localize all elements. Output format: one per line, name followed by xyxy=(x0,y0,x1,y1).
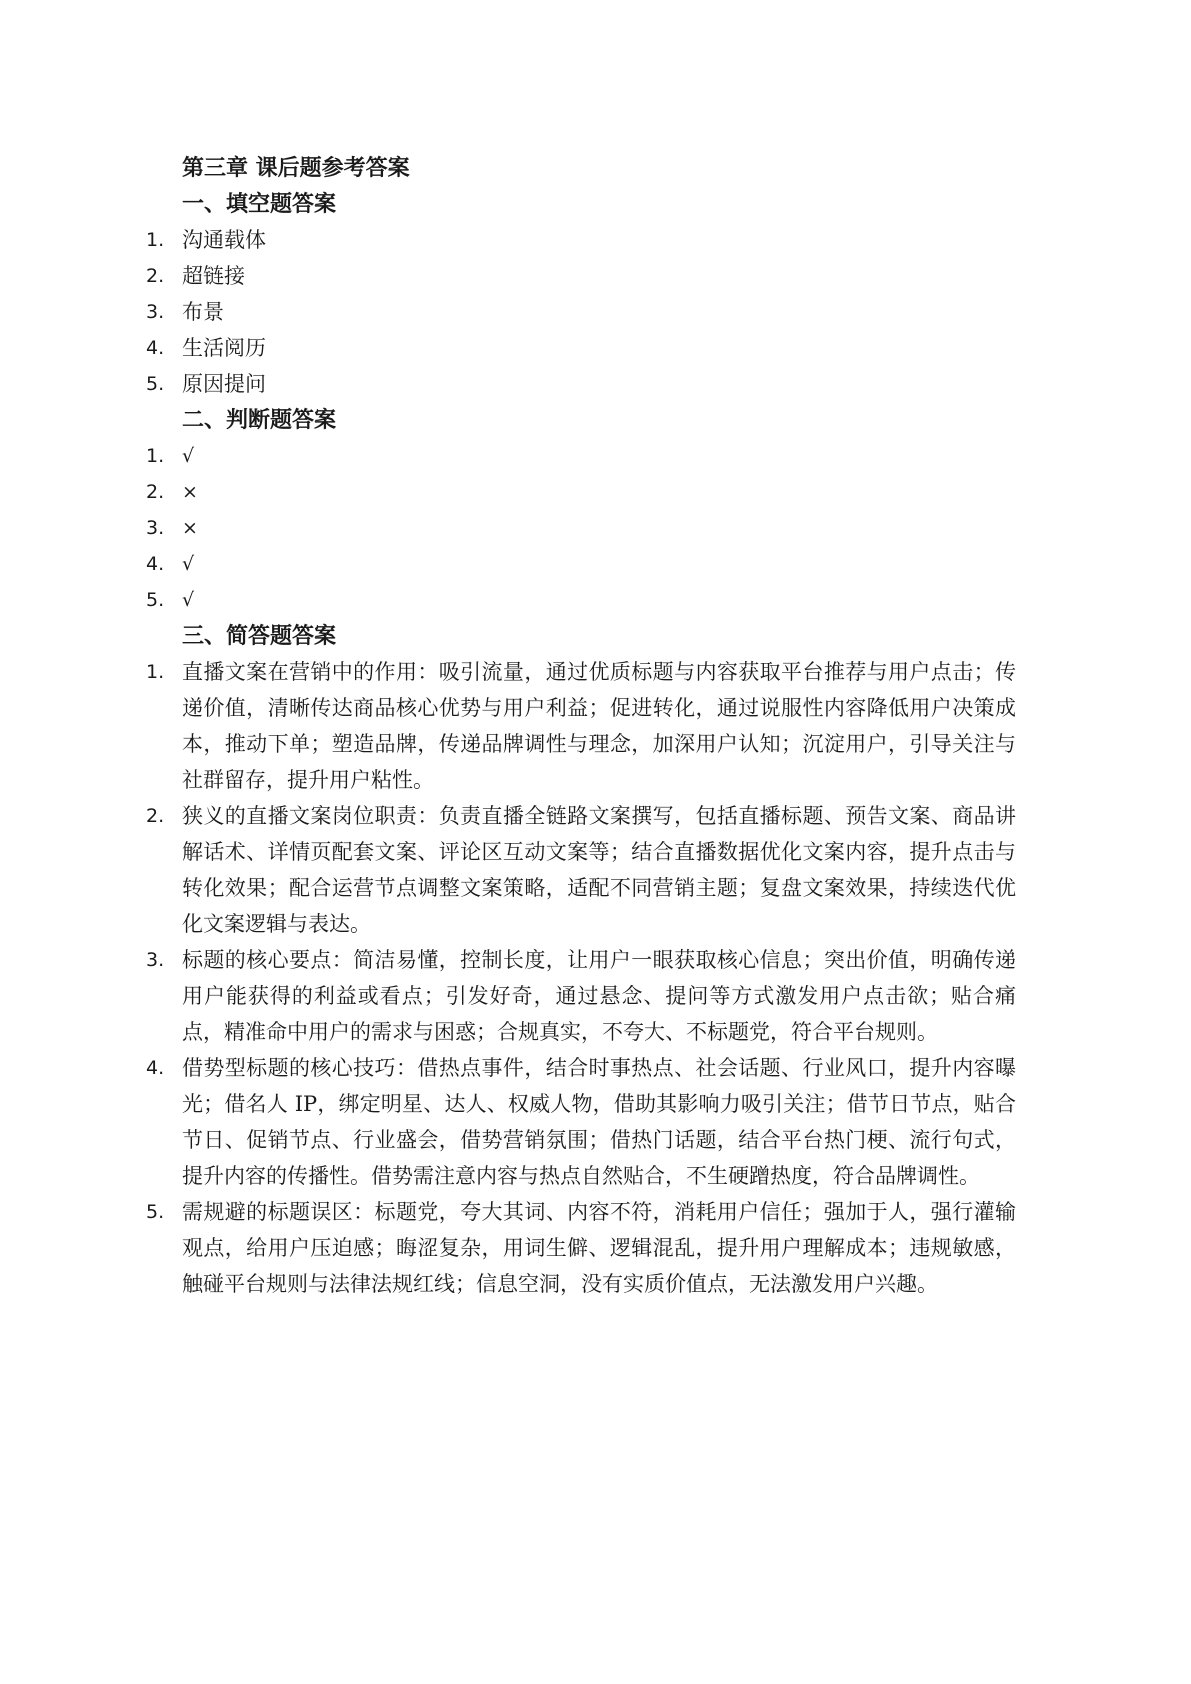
section-heading-short-answer: 三、简答题答案 xyxy=(182,623,337,649)
item-text: 需规避的标题误区：标题党，夸大其词、内容不符，消耗用户信任；强加于人，强行灌输观点，给用户压迫感；晦涩复杂，用词生僻、逻辑混乱，提升用户理解成本；违规敏感，触碰平台规则与法律法规红线；信息空洞，没有实质价值点，无法激发用户兴趣。 xyxy=(182,1200,1016,1296)
list-item xyxy=(146,1194,1016,1302)
item-number: 2. xyxy=(146,265,165,287)
item-number: 4. xyxy=(146,1057,165,1079)
item-number: 4. xyxy=(146,337,165,359)
cross-mark-icon: × xyxy=(182,517,198,539)
item-text: 狭义的直播文案岗位职责：负责直播全链路文案撰写，包括直播标题、预告文案、商品讲解话术、详情页配套文案、评论区互动文案等；结合直播数据优化文案内容，提升点击与转化效果；配合运营节点调整文案策略，适配不同营销主题；复盘文案效果，持续迭代优化文案逻辑与表达。 xyxy=(182,804,1016,936)
item-text: 布景 xyxy=(182,300,224,324)
item-number: 1. xyxy=(146,445,165,467)
list-item xyxy=(146,942,1016,1050)
list-item xyxy=(146,222,1016,258)
true-false-answer-list xyxy=(146,438,1016,618)
cross-mark-icon: × xyxy=(182,481,198,503)
document-title: 第三章 课后题参考答案 xyxy=(182,155,410,181)
item-text: 超链接 xyxy=(182,264,245,288)
list-item xyxy=(146,474,1016,510)
item-text: 原因提问 xyxy=(182,372,266,396)
document-content xyxy=(146,150,1016,1302)
item-number: 3. xyxy=(146,301,165,323)
list-item xyxy=(146,366,1016,402)
item-number: 5. xyxy=(146,589,165,611)
list-item xyxy=(146,654,1016,798)
check-mark-icon: √ xyxy=(182,445,195,467)
list-item xyxy=(146,546,1016,582)
list-item xyxy=(146,510,1016,546)
section-heading-true-false: 二、判断题答案 xyxy=(182,407,337,433)
item-number: 1. xyxy=(146,229,165,251)
item-text: 借势型标题的核心技巧：借热点事件，结合时事热点、社会话题、行业风口，提升内容曝光；借名人 IP，绑定明星、达人、权威人物，借助其影响力吸引关注；借节日节点，贴合节日、促销节点、行业盛会，借势营销氛围；借热门话题，结合平台热门梗、流行句式，提升内容的传播性。借势需注意内容与热点自然贴合，不生硬蹭热度，符合品牌调性。 xyxy=(182,1056,1016,1188)
list-item xyxy=(146,258,1016,294)
check-mark-icon: √ xyxy=(182,553,195,575)
list-item xyxy=(146,582,1016,618)
list-item xyxy=(146,330,1016,366)
item-number: 1. xyxy=(146,661,165,683)
item-number: 4. xyxy=(146,553,165,575)
short-answer-list xyxy=(146,654,1016,1302)
item-number: 3. xyxy=(146,517,165,539)
item-number: 5. xyxy=(146,373,165,395)
list-item xyxy=(146,798,1016,942)
item-number: 2. xyxy=(146,805,165,827)
item-text: 沟通载体 xyxy=(182,228,266,252)
list-item xyxy=(146,294,1016,330)
section-heading-fill-blank: 一、填空题答案 xyxy=(182,191,337,217)
item-number: 2. xyxy=(146,481,165,503)
list-item xyxy=(146,438,1016,474)
item-text: 标题的核心要点：简洁易懂，控制长度，让用户一眼获取核心信息；突出价值，明确传递用户能获得的利益或看点；引发好奇，通过悬念、提问等方式激发用户点击欲；贴合痛点，精准命中用户的需求与困惑；合规真实，不夸大、不标题党，符合平台规则。 xyxy=(182,948,1016,1044)
fill-blank-answer-list xyxy=(146,222,1016,402)
item-number: 3. xyxy=(146,949,165,971)
list-item xyxy=(146,1050,1016,1194)
item-text: 直播文案在营销中的作用：吸引流量，通过优质标题与内容获取平台推荐与用户点击；传递价值，清晰传达商品核心优势与用户利益；促进转化，通过说服性内容降低用户决策成本，推动下单；塑造品牌，传递品牌调性与理念，加深用户认知；沉淀用户，引导关注与社群留存，提升用户粘性。 xyxy=(182,660,1016,792)
check-mark-icon: √ xyxy=(182,589,195,611)
item-number: 5. xyxy=(146,1201,165,1223)
item-text: 生活阅历 xyxy=(182,336,266,360)
